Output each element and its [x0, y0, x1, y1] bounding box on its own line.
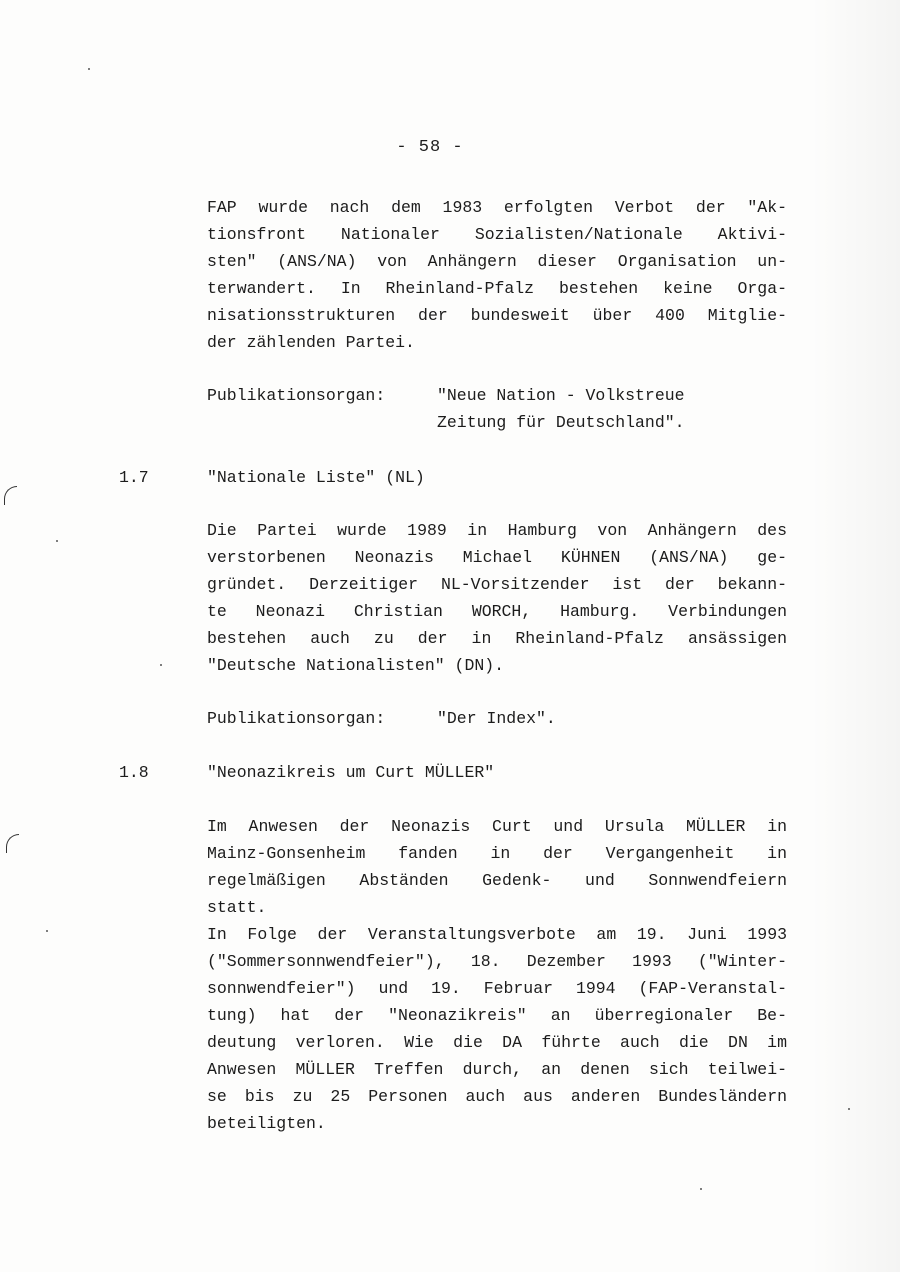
- publication-label: Publikationsorgan:: [207, 709, 386, 728]
- punch-hole-mark: [6, 834, 19, 853]
- paragraph-line: Die Partei wurde 1989 in Hamburg von Anhängern des: [207, 521, 787, 540]
- punch-hole-mark: [4, 486, 17, 505]
- paragraph-fap: [207, 194, 787, 356]
- section-number: 1.8: [119, 763, 149, 782]
- paragraph-line: In Folge der Veranstaltungsverbote am 19. Juni 1993: [207, 925, 787, 944]
- paragraph-nl: [207, 517, 787, 679]
- scan-shadow: [810, 0, 900, 1272]
- paragraph-line: sonnwendfeier") und 19. Februar 1994 (FAP-Veranstal-: [207, 979, 787, 998]
- publication-value: Zeitung für Deutschland".: [437, 413, 685, 432]
- paragraph-line: der zählenden Partei.: [207, 333, 415, 352]
- paragraph-line: ("Sommersonnwendfeier"), 18. Dezember 1993 ("Winter-: [207, 952, 787, 971]
- paragraph-line: gründet. Derzeitiger NL-Vorsitzender ist der bekann-: [207, 575, 787, 594]
- paragraph-line: sten" (ANS/NA) von Anhängern dieser Organisation un-: [207, 252, 787, 271]
- paragraph-line: se bis zu 25 Personen auch aus anderen Bundesländern: [207, 1087, 787, 1106]
- paragraph-line: terwandert. In Rheinland-Pfalz bestehen keine Orga-: [207, 279, 787, 298]
- paragraph-line: Anwesen MÜLLER Treffen durch, an denen sich teilwei-: [207, 1060, 787, 1079]
- scan-speck: [848, 1108, 850, 1110]
- paragraph-line: deutung verloren. Wie die DA führte auch die DN im: [207, 1033, 787, 1052]
- paragraph-line: tung) hat der "Neonazikreis" an überregionaler Be-: [207, 1006, 787, 1025]
- paragraph-line: statt.: [207, 898, 267, 917]
- paragraph-line: tionsfront Nationaler Sozialisten/Nationale Aktivi-: [207, 225, 787, 244]
- section-title: "Neonazikreis um Curt MÜLLER": [207, 763, 495, 782]
- paragraph-line: nisationsstrukturen der bundesweit über 400 Mitglie-: [207, 306, 787, 325]
- paragraph-line: verstorbenen Neonazis Michael KÜHNEN (ANS/NA) ge-: [207, 548, 787, 567]
- paragraph-line: regelmäßigen Abständen Gedenk- und Sonnwendfeiern: [207, 871, 787, 890]
- page-number: - 58 -: [396, 138, 464, 157]
- paragraph-line: Im Anwesen der Neonazis Curt und Ursula MÜLLER in: [207, 817, 787, 836]
- publication-label: Publikationsorgan:: [207, 386, 386, 405]
- scan-speck: [46, 930, 48, 932]
- publication-value: "Der Index".: [437, 709, 556, 728]
- paragraph-line: Mainz-Gonsenheim fanden in der Vergangenheit in: [207, 844, 787, 863]
- paragraph-line: te Neonazi Christian WORCH, Hamburg. Verbindungen: [207, 602, 787, 621]
- scan-speck: [56, 540, 58, 542]
- section-number: 1.7: [119, 468, 149, 487]
- paragraph-mueller: [207, 813, 787, 1137]
- paragraph-line: "Deutsche Nationalisten" (DN).: [207, 656, 505, 675]
- scan-speck: [160, 664, 162, 666]
- scan-speck: [700, 1188, 702, 1190]
- publication-value: "Neue Nation - Volkstreue: [437, 386, 685, 405]
- paragraph-line: FAP wurde nach dem 1983 erfolgten Verbot der "Ak-: [207, 198, 787, 217]
- paragraph-line: bestehen auch zu der in Rheinland-Pfalz ansässigen: [207, 629, 787, 648]
- paragraph-line: beteiligten.: [207, 1114, 326, 1133]
- section-title: "Nationale Liste" (NL): [207, 468, 425, 487]
- scan-speck: [88, 68, 90, 70]
